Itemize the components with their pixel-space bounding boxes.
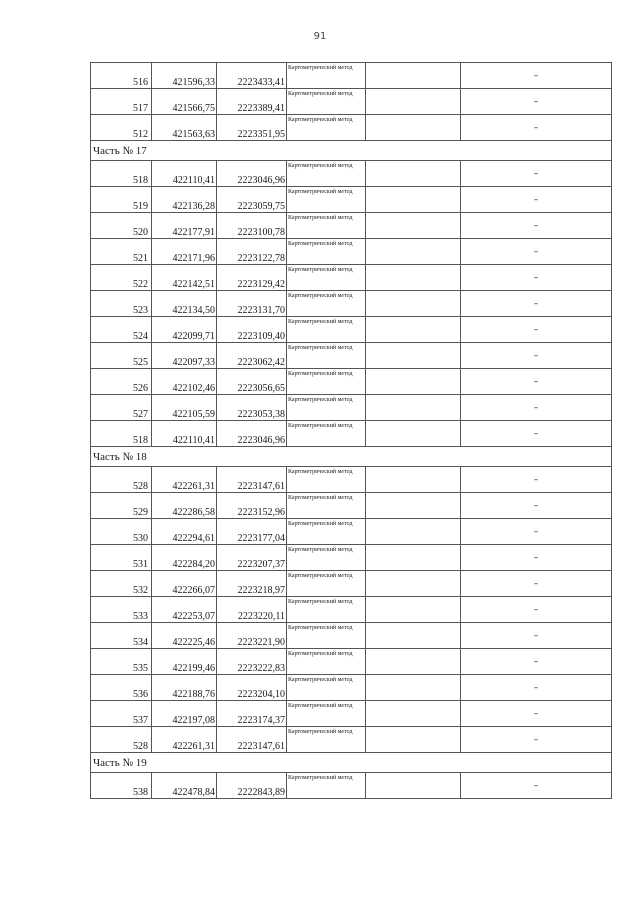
method-label: Картометрический метод — [288, 345, 353, 351]
table-row — [91, 467, 612, 493]
coordinates-table — [90, 62, 612, 799]
note-dash: – — [461, 545, 612, 571]
empty-cell — [366, 291, 461, 317]
method-cell — [287, 395, 366, 421]
table-row — [91, 89, 612, 115]
y-coordinate: 2223177,04 — [217, 519, 287, 545]
table-row — [91, 343, 612, 369]
method-cell — [287, 343, 366, 369]
empty-cell — [366, 493, 461, 519]
point-number: 530 — [91, 519, 152, 545]
y-coordinate: 2223046,96 — [217, 161, 287, 187]
note-dash: – — [461, 421, 612, 447]
method-cell — [287, 701, 366, 727]
point-number: 525 — [91, 343, 152, 369]
empty-cell — [366, 89, 461, 115]
method-label: Картометрический метод — [288, 599, 353, 605]
note-dash: – — [461, 317, 612, 343]
x-coordinate: 422097,33 — [152, 343, 217, 369]
note-dash: – — [461, 675, 612, 701]
y-coordinate: 2223100,78 — [217, 213, 287, 239]
y-coordinate: 2223053,38 — [217, 395, 287, 421]
empty-cell — [366, 597, 461, 623]
note-dash: – — [461, 649, 612, 675]
note-dash: – — [461, 395, 612, 421]
x-coordinate: 422266,07 — [152, 571, 217, 597]
note-dash: – — [461, 597, 612, 623]
table-row — [91, 649, 612, 675]
part-header-row — [91, 141, 612, 161]
method-label: Картометрический метод — [288, 495, 353, 501]
method-label: Картометрический метод — [288, 371, 353, 377]
x-coordinate: 422110,41 — [152, 161, 217, 187]
note-dash: – — [461, 213, 612, 239]
note-dash: – — [461, 773, 612, 799]
point-number: 537 — [91, 701, 152, 727]
empty-cell — [366, 187, 461, 213]
note-dash: – — [461, 493, 612, 519]
empty-cell — [366, 115, 461, 141]
table-row — [91, 291, 612, 317]
x-coordinate: 422102,46 — [152, 369, 217, 395]
note-dash: – — [461, 519, 612, 545]
method-cell — [287, 115, 366, 141]
y-coordinate: 2223147,61 — [217, 727, 287, 753]
empty-cell — [366, 545, 461, 571]
note-dash: – — [461, 623, 612, 649]
point-number: 512 — [91, 115, 152, 141]
y-coordinate: 2223109,40 — [217, 317, 287, 343]
part-header: Часть № 19 — [91, 753, 612, 773]
empty-cell — [366, 369, 461, 395]
note-dash: – — [461, 727, 612, 753]
point-number: 523 — [91, 291, 152, 317]
point-number: 532 — [91, 571, 152, 597]
method-label: Картометрический метод — [288, 163, 353, 169]
table-row — [91, 623, 612, 649]
method-cell — [287, 421, 366, 447]
method-label: Картометрический метод — [288, 703, 353, 709]
note-dash: – — [461, 89, 612, 115]
method-label: Картометрический метод — [288, 293, 353, 299]
point-number: 538 — [91, 773, 152, 799]
method-cell — [287, 369, 366, 395]
method-cell — [287, 675, 366, 701]
method-label: Картометрический метод — [288, 547, 353, 553]
method-label: Картометрический метод — [288, 65, 353, 71]
note-dash: – — [461, 369, 612, 395]
method-label: Картометрический метод — [288, 397, 353, 403]
y-coordinate: 2223174,37 — [217, 701, 287, 727]
table-row — [91, 727, 612, 753]
method-label: Картометрический метод — [288, 521, 353, 527]
y-coordinate: 2223389,41 — [217, 89, 287, 115]
note-dash: – — [461, 291, 612, 317]
empty-cell — [366, 727, 461, 753]
table-row — [91, 571, 612, 597]
y-coordinate: 2223222,83 — [217, 649, 287, 675]
x-coordinate: 422188,76 — [152, 675, 217, 701]
method-cell — [287, 317, 366, 343]
note-dash: – — [461, 701, 612, 727]
method-cell — [287, 571, 366, 597]
x-coordinate: 422197,08 — [152, 701, 217, 727]
table-row — [91, 597, 612, 623]
method-cell — [287, 291, 366, 317]
x-coordinate: 422261,31 — [152, 727, 217, 753]
x-coordinate: 422142,51 — [152, 265, 217, 291]
part-header-row — [91, 447, 612, 467]
note-dash: – — [461, 239, 612, 265]
point-number: 529 — [91, 493, 152, 519]
method-label: Картометрический метод — [288, 319, 353, 325]
method-cell — [287, 213, 366, 239]
x-coordinate: 421596,33 — [152, 63, 217, 89]
x-coordinate: 422177,91 — [152, 213, 217, 239]
table-row — [91, 161, 612, 187]
y-coordinate: 2223131,70 — [217, 291, 287, 317]
page-number: 91 — [313, 31, 327, 42]
y-coordinate: 2223056,65 — [217, 369, 287, 395]
table-row — [91, 265, 612, 291]
table-row — [91, 317, 612, 343]
table-row — [91, 115, 612, 141]
y-coordinate: 2223059,75 — [217, 187, 287, 213]
x-coordinate: 422261,31 — [152, 467, 217, 493]
y-coordinate: 2222843,89 — [217, 773, 287, 799]
point-number: 518 — [91, 161, 152, 187]
x-coordinate: 422134,50 — [152, 291, 217, 317]
point-number: 519 — [91, 187, 152, 213]
method-label: Картометрический метод — [288, 91, 353, 97]
method-cell — [287, 239, 366, 265]
point-number: 521 — [91, 239, 152, 265]
empty-cell — [366, 161, 461, 187]
empty-cell — [366, 773, 461, 799]
table-row — [91, 773, 612, 799]
method-label: Картометрический метод — [288, 267, 353, 273]
method-cell — [287, 161, 366, 187]
point-number: 528 — [91, 727, 152, 753]
point-number: 528 — [91, 467, 152, 493]
table-row — [91, 675, 612, 701]
y-coordinate: 2223221,90 — [217, 623, 287, 649]
point-number: 516 — [91, 63, 152, 89]
point-number: 522 — [91, 265, 152, 291]
table-row — [91, 421, 612, 447]
empty-cell — [366, 395, 461, 421]
note-dash: – — [461, 63, 612, 89]
method-cell — [287, 89, 366, 115]
method-label: Картометрический метод — [288, 189, 353, 195]
empty-cell — [366, 623, 461, 649]
point-number: 517 — [91, 89, 152, 115]
empty-cell — [366, 213, 461, 239]
method-label: Картометрический метод — [288, 625, 353, 631]
x-coordinate: 422110,41 — [152, 421, 217, 447]
table-row — [91, 239, 612, 265]
table-row — [91, 63, 612, 89]
y-coordinate: 2223351,95 — [217, 115, 287, 141]
y-coordinate: 2223129,42 — [217, 265, 287, 291]
method-cell — [287, 493, 366, 519]
empty-cell — [366, 421, 461, 447]
y-coordinate: 2223433,41 — [217, 63, 287, 89]
y-coordinate: 2223152,96 — [217, 493, 287, 519]
method-label: Картометрический метод — [288, 775, 353, 781]
point-number: 533 — [91, 597, 152, 623]
x-coordinate: 422105,59 — [152, 395, 217, 421]
empty-cell — [366, 343, 461, 369]
method-cell — [287, 63, 366, 89]
table-row — [91, 493, 612, 519]
x-coordinate: 422253,07 — [152, 597, 217, 623]
point-number: 527 — [91, 395, 152, 421]
empty-cell — [366, 63, 461, 89]
note-dash: – — [461, 187, 612, 213]
y-coordinate: 2223147,61 — [217, 467, 287, 493]
note-dash: – — [461, 161, 612, 187]
empty-cell — [366, 317, 461, 343]
point-number: 534 — [91, 623, 152, 649]
point-number: 535 — [91, 649, 152, 675]
x-coordinate: 422199,46 — [152, 649, 217, 675]
method-cell — [287, 545, 366, 571]
x-coordinate: 422099,71 — [152, 317, 217, 343]
note-dash: – — [461, 467, 612, 493]
method-cell — [287, 727, 366, 753]
method-label: Картометрический метод — [288, 573, 353, 579]
x-coordinate: 422171,96 — [152, 239, 217, 265]
note-dash: – — [461, 343, 612, 369]
table-row — [91, 545, 612, 571]
method-cell — [287, 623, 366, 649]
method-cell — [287, 467, 366, 493]
point-number: 524 — [91, 317, 152, 343]
note-dash: – — [461, 265, 612, 291]
empty-cell — [366, 571, 461, 597]
table-row — [91, 395, 612, 421]
method-cell — [287, 187, 366, 213]
method-cell — [287, 265, 366, 291]
method-cell — [287, 519, 366, 545]
empty-cell — [366, 265, 461, 291]
method-label: Картометрический метод — [288, 423, 353, 429]
x-coordinate: 421563,63 — [152, 115, 217, 141]
point-number: 526 — [91, 369, 152, 395]
method-label: Картометрический метод — [288, 651, 353, 657]
x-coordinate: 422478,84 — [152, 773, 217, 799]
table-row — [91, 701, 612, 727]
x-coordinate: 422136,28 — [152, 187, 217, 213]
method-label: Картометрический метод — [288, 677, 353, 683]
table-row — [91, 369, 612, 395]
method-label: Картометрический метод — [288, 729, 353, 735]
method-cell — [287, 649, 366, 675]
x-coordinate: 422284,20 — [152, 545, 217, 571]
part-header: Часть № 17 — [91, 141, 612, 161]
point-number: 531 — [91, 545, 152, 571]
y-coordinate: 2223046,96 — [217, 421, 287, 447]
method-label: Картометрический метод — [288, 117, 353, 123]
note-dash: – — [461, 115, 612, 141]
empty-cell — [366, 675, 461, 701]
empty-cell — [366, 239, 461, 265]
x-coordinate: 421566,75 — [152, 89, 217, 115]
empty-cell — [366, 701, 461, 727]
method-cell — [287, 773, 366, 799]
table-row — [91, 519, 612, 545]
point-number: 518 — [91, 421, 152, 447]
y-coordinate: 2223220,11 — [217, 597, 287, 623]
point-number: 520 — [91, 213, 152, 239]
y-coordinate: 2223207,37 — [217, 545, 287, 571]
method-cell — [287, 597, 366, 623]
y-coordinate: 2223204,10 — [217, 675, 287, 701]
empty-cell — [366, 519, 461, 545]
method-label: Картометрический метод — [288, 469, 353, 475]
empty-cell — [366, 649, 461, 675]
x-coordinate: 422225,46 — [152, 623, 217, 649]
note-dash: – — [461, 571, 612, 597]
x-coordinate: 422286,58 — [152, 493, 217, 519]
y-coordinate: 2223122,78 — [217, 239, 287, 265]
empty-cell — [366, 467, 461, 493]
method-label: Картометрический метод — [288, 241, 353, 247]
part-header: Часть № 18 — [91, 447, 612, 467]
part-header-row — [91, 753, 612, 773]
y-coordinate: 2223062,42 — [217, 343, 287, 369]
x-coordinate: 422294,61 — [152, 519, 217, 545]
y-coordinate: 2223218,97 — [217, 571, 287, 597]
point-number: 536 — [91, 675, 152, 701]
table-row — [91, 213, 612, 239]
method-label: Картометрический метод — [288, 215, 353, 221]
table-row — [91, 187, 612, 213]
